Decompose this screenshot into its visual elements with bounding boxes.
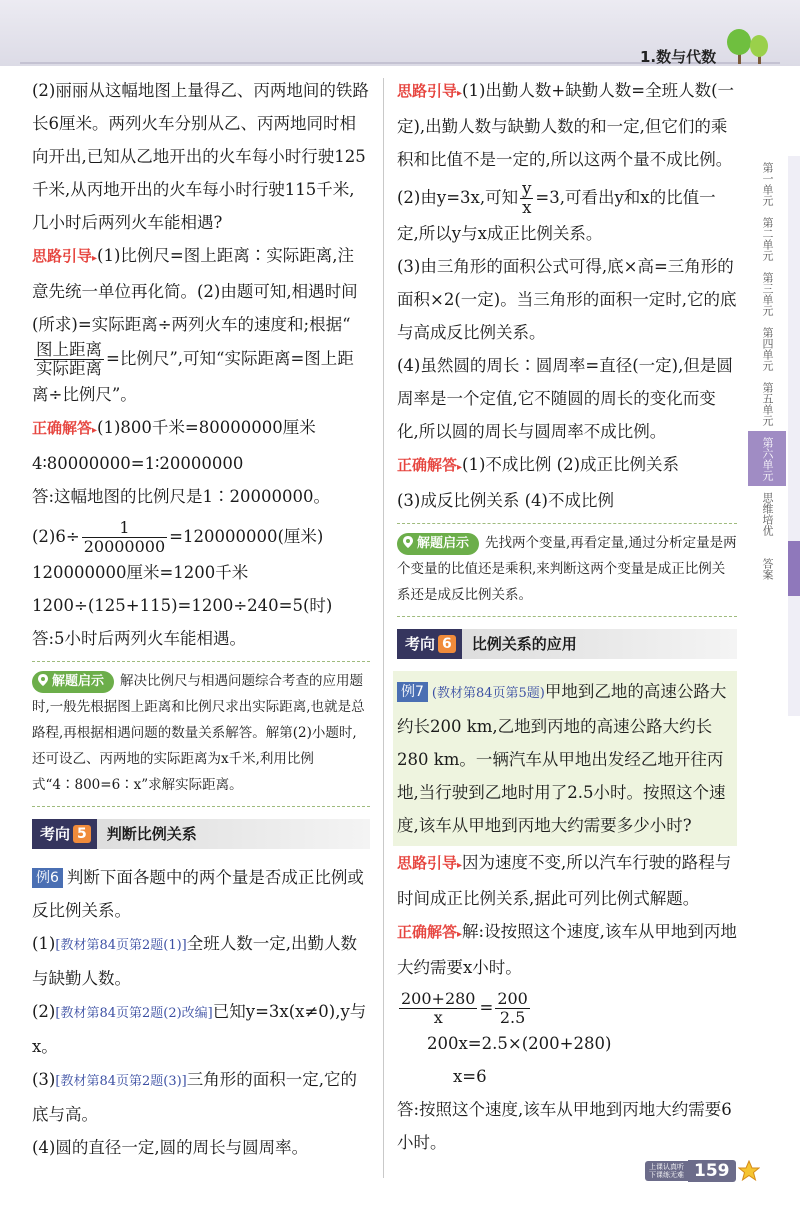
page-footer xyxy=(645,1160,760,1182)
sidebar-strip xyxy=(788,156,800,716)
fraction-map-distance: $\frac{\text{图上距离}}{\text{实际距离}}$ xyxy=(36,340,102,378)
tab-thinking[interactable]: 思维培优 xyxy=(761,491,774,536)
equation-line-1: $\frac{200+280}{x}$ = $\frac{200}{2.5}$ xyxy=(401,989,528,1027)
footer-slogan: 上课认真听 下课练无难 xyxy=(645,1161,688,1181)
hint-2: (2)由y=3x,可知 $\frac{y}{x}$ =3,可看出y和x的比值一定,所以y与x成正比例关系。 xyxy=(397,179,716,243)
answer-label: 正确解答▸ xyxy=(397,923,463,941)
unit-tabs xyxy=(748,156,786,596)
chapter-title: 1.数与代数 xyxy=(640,48,717,66)
example-7-text: 例7 (教材第84页第5题)甲地到乙地的高速公路大约长200 km,乙地到丙地的高速公路大约长280 km。一辆汽车从甲地出发经乙地开往丙地,当行驶到乙地时用了2.5小时。按照这个速度,该车从甲地到丙地大约需要多少小时? xyxy=(397,682,727,835)
answer-line-2: 4∶80000000=1∶20000000 xyxy=(32,454,244,473)
section-5-tag: 考向 5 xyxy=(32,819,97,849)
answer-line-4: (2)6÷ $\frac{1}{20000000}$ =120000000(厘米) xyxy=(32,518,324,556)
tab-unit-4[interactable]: 第四单元 xyxy=(761,326,774,371)
tab-unit-6[interactable]: 第六单元 xyxy=(748,431,786,486)
tip-text: 先找两个变量,再看定量,通过分析定量是两个变量的比值还是乘积,来判断这两个变量是成正比例关系还是成反比例关系。 xyxy=(397,535,737,603)
page-number: 159 xyxy=(688,1160,736,1182)
answer-line-3: 答:这幅地图的比例尺是1∶20000000。 xyxy=(32,487,331,506)
example-6-text: 例6 判断下面各题中的两个量是否成正比例或反比例关系。 xyxy=(32,868,364,920)
example-7-box xyxy=(393,671,737,846)
column-divider xyxy=(383,78,384,1178)
location-pin-icon xyxy=(38,674,48,686)
hint-paragraph: 思路引导▸(1)比例尺=图上距离∶实际距离,注意先统一单位再化简。(2)由题可知,相遇时间(所求)=实际距离÷两列火车的速度和;根据“ $\frac{\text{图上距离}}{\text{实际距离}}$ =比例尺”,可知“实际距离=图上距离÷比例尺”。 xyxy=(32,246,358,404)
tab-answers[interactable]: 答案 xyxy=(761,557,774,580)
example-6-item: (2)[教材第84页第2题(2)改编]已知y=3x(x≠0),y与x。 xyxy=(32,1002,367,1056)
left-column xyxy=(32,74,370,1164)
section-5-title: 判断比例关系 xyxy=(106,824,197,843)
hint-4: (4)虽然圆的周长∶圆周率=直径(一定),但是圆周率是一个定值,它不随圆的周长的变化而变化,所以圆的周长与圆周率不成比例。 xyxy=(397,356,733,441)
fraction-scale: $\frac{1}{20000000}$ xyxy=(83,518,166,556)
example-6-item: (4)圆的直径一定,圆的周长与圆周率。 xyxy=(32,1138,309,1157)
answer-line-5: 120000000厘米=1200千米 xyxy=(32,563,249,582)
section-6-bar xyxy=(397,629,737,659)
answer-label: 正确解答▸ xyxy=(32,419,98,437)
answer-line-1: 正确解答▸(1)800千米=80000000厘米 xyxy=(32,418,316,437)
equation-line-2: 200x=2.5×(200+280) xyxy=(427,1034,612,1053)
tip-box xyxy=(32,661,370,807)
fraction-distance-over-x: $\frac{200+280}{x}$ xyxy=(401,989,476,1027)
hint-1: 思路引导▸(1)出勤人数+缺勤人数=全班人数(一定),出勤人数与缺勤人数的和一定,但它们的乘积和比值不是一定的,所以这两个量不成比例。 xyxy=(397,81,735,169)
tip-text: 解决比例尺与相遇问题综合考查的应用题时,一般先根据图上距离和比例尺求出实际距离,也就是总路程,再根据相遇问题的数量关系解答。解第(2)小题时,还可设乙、丙两地的实际距离为x千米,利用比例式“4∶800=6∶x”求解实际距离。 xyxy=(32,673,365,793)
tip-label: 解题启示 xyxy=(32,671,114,693)
example-7-tag: 例7 xyxy=(397,682,428,702)
question-2-text: (2)丽丽从这幅地图上量得乙、丙两地间的铁路长6厘米。两列火车分别从乙、丙两地同时相向开出,已知从乙地开出的火车每小时行驶125千米,从丙地开出的火车每小时行驶115千米,几小时后两列火车能相遇? xyxy=(32,81,369,232)
hint-label: 思路引导▸ xyxy=(397,854,463,872)
example-6-item: (3)[教材第84页第2题(3)]三角形的面积一定,它的底与高。 xyxy=(32,1070,357,1124)
tab-unit-2[interactable]: 第二单元 xyxy=(761,216,774,261)
answer-7-final: 答:按照这个速度,该车从甲地到丙地大约需要6小时。 xyxy=(397,1100,732,1152)
hint-3: (3)由三角形的面积公式可得,底×高=三角形的面积×2(一定)。当三角形的面积一定时,它的底与高成反比例关系。 xyxy=(397,257,737,342)
right-column xyxy=(397,74,737,1159)
star-icon xyxy=(738,1160,760,1182)
hint-7: 思路引导▸因为速度不变,所以汽车行驶的路程与时间成正比例关系,据此可列比例式解题。 xyxy=(397,853,732,908)
tab-unit-3[interactable]: 第三单元 xyxy=(761,271,774,316)
tip-label: 解题启示 xyxy=(397,533,479,555)
answer-line-1: 正确解答▸(1)不成比例 (2)成正比例关系 xyxy=(397,455,680,474)
tab-unit-5[interactable]: 第五单元 xyxy=(761,381,774,426)
sidebar-strip-active xyxy=(788,541,800,596)
hint-label: 思路引导▸ xyxy=(32,247,98,265)
example-6-item: (1)[教材第84页第2题(1)]全班人数一定,出勤人数与缺勤人数。 xyxy=(32,934,357,988)
section-6-tag: 考向 6 xyxy=(397,629,462,659)
tree-icon xyxy=(725,28,771,64)
tab-unit-1[interactable]: 第一单元 xyxy=(761,161,774,206)
fraction-y-over-x: $\frac{y}{x}$ xyxy=(522,179,532,217)
section-5-bar xyxy=(32,819,370,849)
hint-label: 思路引导▸ xyxy=(397,82,463,100)
location-pin-icon xyxy=(403,536,413,548)
answer-label: 正确解答▸ xyxy=(397,456,463,474)
answer-7-intro: 正确解答▸解:设按照这个速度,该车从甲地到丙地大约需要x小时。 xyxy=(397,922,737,977)
equation-line-3: x=6 xyxy=(453,1067,487,1086)
answer-line-2: (3)成反比例关系 (4)不成比例 xyxy=(397,491,614,510)
example-6-tag: 例6 xyxy=(32,868,63,888)
tip-box xyxy=(397,523,737,617)
answer-line-6: 1200÷(125+115)=1200÷240=5(时) xyxy=(32,596,333,615)
answer-line-7: 答:5小时后两列火车能相遇。 xyxy=(32,629,247,648)
section-6-title: 比例关系的应用 xyxy=(471,634,577,653)
fraction-200-over-2-5: $\frac{200}{2.5}$ xyxy=(497,989,528,1027)
